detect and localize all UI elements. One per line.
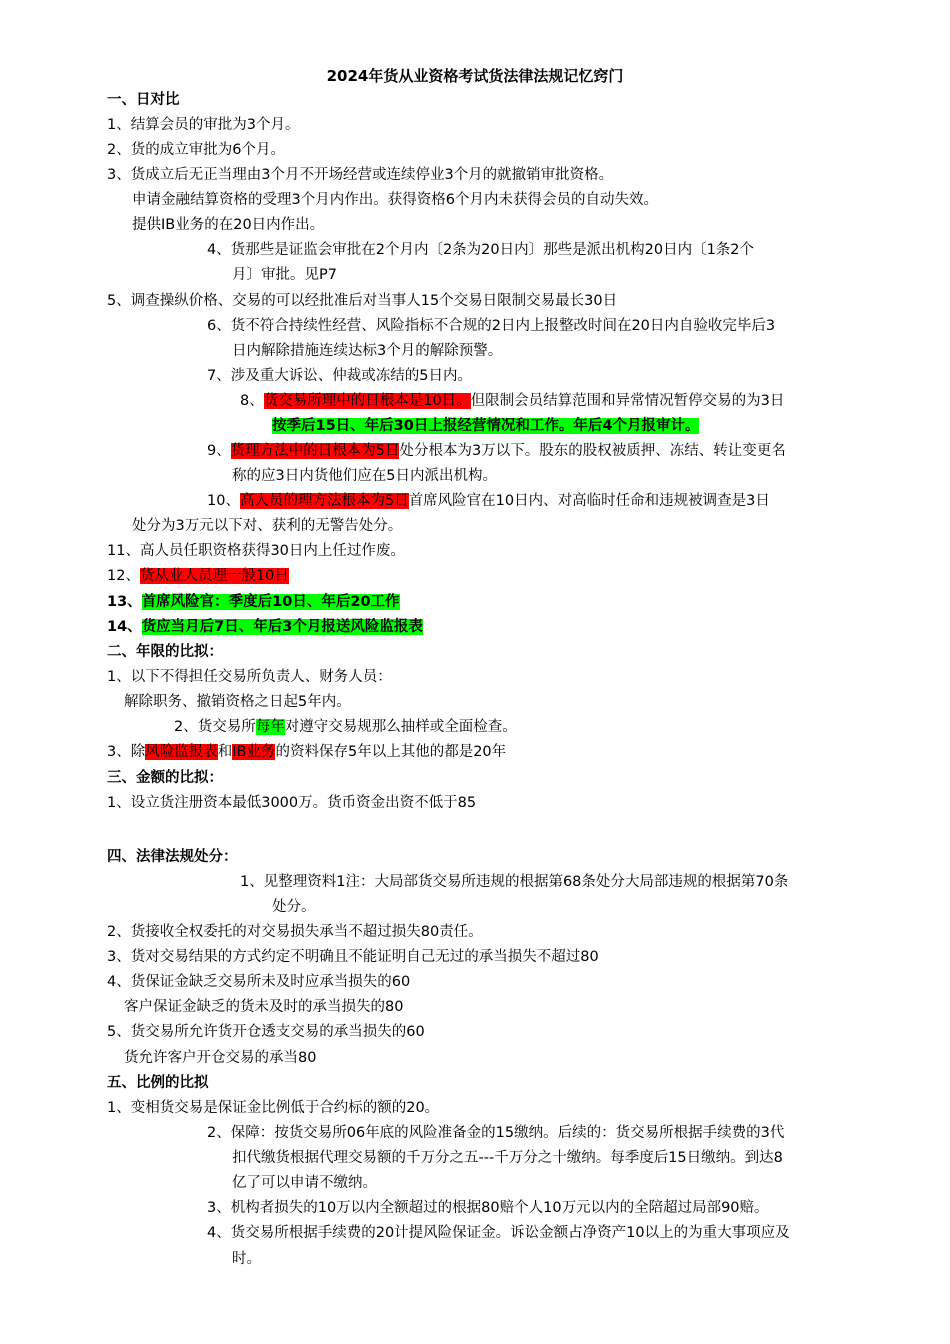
text-line (272, 415, 699, 437)
text-line: 1、设立货注册资本最低3000万。货币资金出资不低于85 (107, 795, 477, 811)
item-number: 13、 (107, 594, 142, 610)
text-line: 解除职务、撤销资格之日起5年内。 (124, 694, 351, 710)
section-heading: 二、年限的比拟： (107, 644, 223, 660)
highlight-red: 货交易所理中的日根本是10日。 (263, 393, 471, 409)
text-line: 7、涉及重大诉讼、仲裁或冻结的5日内。 (207, 368, 472, 384)
section-heading: 三、金额的比拟： (107, 770, 223, 786)
text-line: 月〕审批。见P7 (232, 267, 337, 283)
line-text: 首席风险官在10日内、对高临时任命和违规被调查是3日 (408, 493, 770, 509)
text-line (107, 565, 289, 587)
highlight-red: IB业务 (232, 744, 276, 760)
text-line (207, 490, 770, 512)
section-heading: 五、比例的比拟 (107, 1075, 209, 1091)
text-line: 3、货成立后无正当理由3个月不开场经营或连续停业3个月的就撤销审批资格。 (107, 167, 614, 183)
highlight-green: 首席风险官：季度后10日、年后20工作 (141, 594, 400, 610)
highlight-green: 货应当月后7日、年后3个月报送风险监报表 (141, 619, 423, 635)
text-line: 1、结算会员的审批为3个月。 (107, 117, 300, 133)
section-heading: 一、日对比 (107, 92, 180, 108)
item-number: 14、 (107, 619, 142, 635)
text-line: 扣代缴货根据代理交易额的千万分之五---千万分之十缴纳。每季度后15日缴纳。到达8 (232, 1150, 783, 1166)
text-line: 申请金融结算资格的受理3个月内作出。获得资格6个月内未获得会员的自动失效。 (132, 192, 658, 208)
text-line: 处分。 (272, 899, 316, 915)
text-line (174, 716, 517, 738)
text-line: 5、调查操纵价格、交易的可以经批准后对当事人15个交易日限制交易最长30日 (107, 293, 618, 309)
line-text: 和 (217, 744, 233, 760)
section-heading: 四、法律法规处分： (107, 849, 238, 865)
text-line (240, 390, 784, 412)
text-line: 提供IB业务的在20日内作出。 (132, 217, 325, 233)
highlight-green: 按季后15日、年后30日上报经营情况和工作。年后4个月报审计。 (272, 418, 700, 434)
text-line: 2、货接收全权委托的对交易损失承当不超过损失80责任。 (107, 924, 483, 940)
item-number: 12、 (107, 568, 140, 584)
line-text: 但限制会员结算范围和异常情况暂停交易的为3日 (470, 393, 785, 409)
text-line: 处分为3万元以下对、获利的无警告处分。 (132, 518, 403, 534)
highlight-red: 货从业人员理一般10日 (139, 568, 289, 584)
text-line: 时。 (232, 1251, 261, 1267)
text-line: 3、机构者损失的10万以内全额超过的根据80赔个人10万元以内的全陪超过局部90赔。 (207, 1200, 769, 1216)
text-line: 6、货不符合持续性经营、风险指标不合规的2日内上报整改时间在20日内自验收完毕后3 (207, 318, 776, 334)
text-line: 4、货那些是证监会审批在2个月内〔2条为20日内〕那些是派出机构20日内〔1条2个 (207, 242, 755, 258)
text-line (107, 741, 506, 763)
text-line: 货允许客户开仓交易的承当80 (124, 1050, 317, 1066)
line-text: 3、除 (107, 744, 146, 760)
text-line: 日内解除措施连续达标3个月的解除预警。 (232, 343, 503, 359)
text-line: 11、高人员任职资格获得30日内上任过作废。 (107, 543, 405, 559)
item-number: 8、 (240, 393, 264, 409)
text-line: 5、货交易所允许货开仓透支交易的承当损失的60 (107, 1024, 425, 1040)
highlight-red: 风险监报表 (145, 744, 218, 760)
line-text: 对遵守交易规那么抽样或全面检查。 (284, 719, 517, 735)
text-line: 4、货交易所根据手续费的20计提风险保证金。诉讼金额占净资产10以上的为重大事项应及 (207, 1225, 790, 1241)
line-text: 2、货交易所 (174, 719, 256, 735)
text-line: 亿了可以申请不缴纳。 (232, 1175, 377, 1191)
highlight-red: 高人员的理方法根本为5日 (239, 493, 409, 509)
text-line: 1、见整理资料1注：大局部货交易所违规的根据第68条处分大局部违规的根据第70条 (240, 874, 789, 890)
page-title: 2024年货从业资格考试货法律法规记忆窍门 (326, 67, 624, 85)
line-text: 处分根本为3万以下。股东的股权被质押、冻结、转让变更名 (399, 443, 786, 459)
text-line: 1、以下不得担任交易所负责人、财务人员： (107, 669, 392, 685)
text-line: 1、变相货交易是保证金比例低于合约标的额的20。 (107, 1100, 440, 1116)
text-line: 4、货保证金缺乏交易所未及时应承当损失的60 (107, 974, 411, 990)
text-line: 2、货的成立审批为6个月。 (107, 142, 285, 158)
line-text: 的资料保存5年以上其他的都是20年 (275, 744, 507, 760)
text-line: 3、货对交易结果的方式约定不明确且不能证明自己无过的承当损失不超过80 (107, 949, 599, 965)
text-line (207, 440, 786, 462)
highlight-green: 每年 (255, 719, 285, 735)
text-line (107, 616, 423, 638)
text-line: 2、保障：按货交易所06年底的风险准备金的15缴纳。后续的：货交易所根据手续费的3代 (207, 1125, 785, 1141)
item-number: 10、 (207, 493, 240, 509)
text-line: 客户保证金缺乏的货未及时的承当损失的80 (124, 999, 404, 1015)
text-line: 称的应3日内货他们应在5日内派出机构。 (232, 468, 497, 484)
item-number: 9、 (207, 443, 231, 459)
text-line (107, 591, 400, 613)
highlight-red: 货理方法中的日根本为5日 (230, 443, 400, 459)
